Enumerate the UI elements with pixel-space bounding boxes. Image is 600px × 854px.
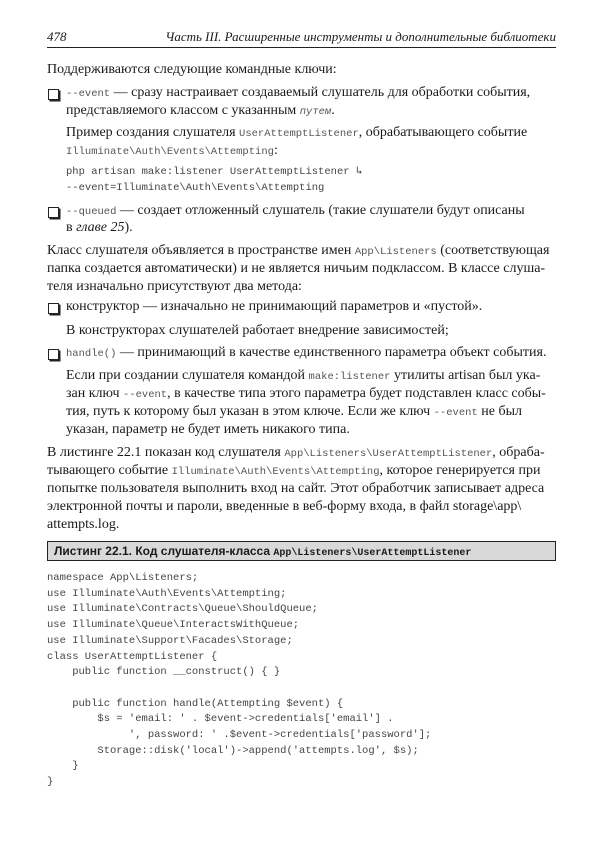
code-line: namespace App\Listeners; xyxy=(47,572,199,584)
handle-para-line3 xyxy=(66,403,522,422)
intro-text: Поддерживаются следующие командные ключи: xyxy=(47,62,337,77)
handle-p2-end: , в качестве типа этого параметра будет подставлен класс собы- xyxy=(167,386,546,401)
code-line: } xyxy=(47,776,54,789)
handle-p2-pre: зан ключ xyxy=(66,386,123,401)
listing-para-line3: попытке пользователя выполнить вход на сайт. Этот обработчик записывает адреса xyxy=(47,481,545,496)
queued-end: ). xyxy=(124,220,133,235)
example-event-code: Illuminate\Auth\Events\Attempting xyxy=(66,146,274,158)
listing-caption-box xyxy=(47,541,556,561)
event-desc: — сразу настраивает создаваемый слушатель для обработки события, xyxy=(110,85,531,100)
handle-p3-end: не был xyxy=(477,404,522,419)
event-key: --event xyxy=(66,88,111,100)
example-colon: : xyxy=(273,143,278,158)
lp-l2-code: Illuminate\Auth\Events\Attempting xyxy=(171,466,380,478)
handle-desc: — принимающий в качестве единственного параметра объект события. xyxy=(116,345,547,360)
code-line: $s = 'email: ' . $event->credentials['email'] . xyxy=(47,713,394,726)
example-class-code: UserAttemptListener xyxy=(239,128,359,140)
handle-para-line4: указан, параметр не будет иметь никакого типа. xyxy=(66,422,350,437)
lp-l2-end: , которое генерируется при xyxy=(379,463,541,478)
code-line: class UserAttemptListener { xyxy=(47,650,218,663)
event-desc-end: . xyxy=(331,103,335,118)
event-option-line2 xyxy=(66,102,335,121)
listing-para-line1 xyxy=(47,444,545,463)
queued-desc: — создает отложенный слушатель (такие слушатели будут описаны xyxy=(116,203,525,218)
code-line: public function handle(Attempting $event) { xyxy=(47,697,344,710)
make-listener-code: make:listener xyxy=(308,371,391,383)
handle-p3: тия, путь к которому был указан в этом ключе. Если же ключ xyxy=(66,404,434,419)
class-para-line1 xyxy=(47,242,549,261)
example-line1 xyxy=(66,124,527,143)
constructor-item: конструктор — изначально не принимающий параметров и «пустой». xyxy=(66,299,483,314)
bullet-icon xyxy=(48,349,59,360)
constructor-note: В конструкторах слушателей работает внедрение зависимостей; xyxy=(66,323,449,338)
handle-para-line1 xyxy=(66,367,540,386)
event-desc-2: представляемого классом с указанным xyxy=(66,103,300,118)
command-line2: --event=Illuminate\Auth\Events\Attempting xyxy=(66,182,325,194)
event-path-word: путем xyxy=(299,106,332,118)
code-line: use Illuminate\Queue\InteractsWithQueue; xyxy=(47,619,300,632)
lp-l2-text: тывающего событие xyxy=(47,463,172,478)
bullet-icon xyxy=(48,207,59,218)
code-line: use Illuminate\Contracts\Queue\ShouldQueue; xyxy=(47,603,318,616)
code-line: ', password: ' .$event->credentials['password']; xyxy=(47,729,432,741)
running-title: Часть III. Расширенные инструменты и дополнительные библиотеки xyxy=(165,29,556,44)
page-number: 478 xyxy=(47,29,67,44)
event-key-ref: --event xyxy=(123,389,168,401)
line-wrap-icon: ↳ xyxy=(355,166,363,178)
queued-pre: в xyxy=(66,220,77,235)
bullet-icon xyxy=(48,303,59,314)
queued-option-line2 xyxy=(66,219,133,237)
code-line: Storage::disk('local')->append('attempts.log', $s); xyxy=(47,744,419,757)
listing-para-line5: attempts.log. xyxy=(47,517,120,532)
queued-key: --queued xyxy=(66,206,117,218)
listing-title-code: App\Listeners\UserAttemptListener xyxy=(273,548,472,559)
class-para-end: (соответствующая xyxy=(436,243,550,258)
bullet-icon xyxy=(48,89,59,100)
queued-option-line1 xyxy=(66,202,525,221)
handle-para-line2 xyxy=(66,385,546,404)
code-line: use Illuminate\Support\Facades\Storage; xyxy=(47,634,293,647)
lp-l1-code: App\Listeners\UserAttemptListener xyxy=(284,448,493,460)
handle-p1-end: утилиты artisan был ука- xyxy=(390,368,541,383)
class-para-line2: папка создается автоматически) и не является ничьим подклассом. В классе слуша- xyxy=(47,261,546,276)
code-line: } xyxy=(47,760,79,773)
event-option-line1 xyxy=(66,84,530,103)
page-header xyxy=(47,27,556,48)
listing-para-line4: электронной почты и пароли, введенные в веб-форму входа, в файл storage\app\ xyxy=(47,499,522,514)
code-line: use Illuminate\Auth\Events\Attempting; xyxy=(47,587,287,600)
command-text: php artisan make:listener UserAttemptListener xyxy=(66,166,350,178)
example-line2 xyxy=(66,142,278,161)
chapter-ref: главе 25 xyxy=(76,220,125,235)
lp-l1-end: , обраба- xyxy=(492,445,545,460)
event-key-ref-2: --event xyxy=(433,407,478,419)
class-para-text: Класс слушателя объявляется в пространстве имен xyxy=(47,243,355,258)
code-line: public function __construct() { } xyxy=(47,666,281,679)
handle-item xyxy=(66,344,546,363)
example-text-end: , обрабатывающего событие xyxy=(358,125,528,140)
listing-title-text: Листинг 22.1. Код слушателя-класса xyxy=(54,544,274,558)
handle-p1-text: Если при создании слушателя командой xyxy=(66,368,309,383)
example-text: Пример создания слушателя xyxy=(66,125,240,140)
listing-title xyxy=(54,544,471,559)
handle-code: handle() xyxy=(66,348,117,360)
class-para-line3: теля изначально присутствуют два метода: xyxy=(47,279,302,294)
listing-para-line2 xyxy=(47,462,540,481)
namespace-code: App\Listeners xyxy=(354,246,437,258)
lp-l1-text: В листинге 22.1 показан код слушателя xyxy=(47,445,285,460)
